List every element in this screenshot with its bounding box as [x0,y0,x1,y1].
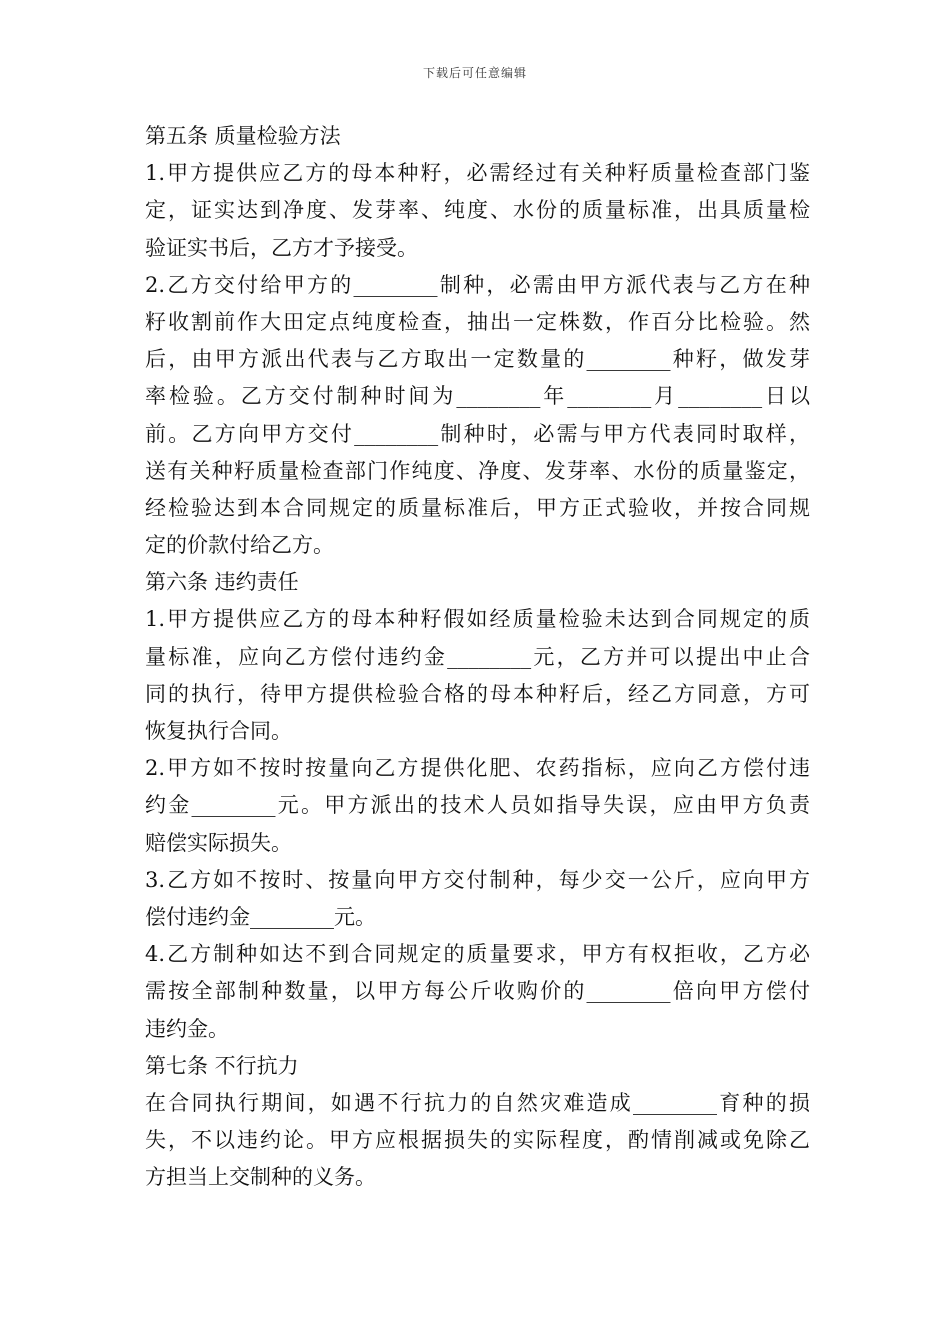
text-line: 在合同执行期间，如遇不行抗力的自然灾难造成________育种的损 [145,1090,810,1115]
text-line: 量标准，应向乙方偿付违约金________元，乙方并可以提出中止合 [145,644,810,669]
text-line: 方担当上交制种的义务。 [145,1165,376,1190]
text-line: 率检验。乙方交付制种时间为________年________月________日以 [145,384,810,409]
text-line: 1.甲方提供应乙方的母本种籽，必需经过有关种籽质量检查部门鉴 [145,161,810,186]
text-line: 失，不以违约论。甲方应根据损失的实际程度，酌情削减或免除乙 [145,1128,810,1153]
text-line: 第五条 质量检验方法 [145,124,341,148]
text-line: 3.乙方如不按时、按量向甲方交付制种，每少交一公斤，应向甲方 [145,867,810,892]
text-line: 定的价款付给乙方。 [145,533,334,558]
text-line: 4.乙方制种如达不到合同规定的质量要求，甲方有权拒收，乙方必 [145,942,810,967]
text-line: 定，证实达到净度、发芽率、纯度、水份的质量标准，出具质量检 [145,198,810,223]
text-line: 第七条 不行抗力 [145,1053,299,1078]
text-line: 2.甲方如不按时按量向乙方提供化肥、农药指标，应向乙方偿付违 [145,756,810,781]
page-header: 下载后可任意编辑 [422,66,527,80]
text-line: 验证实书后，乙方才予接受。 [145,235,418,260]
text-line: 经检验达到本合同规定的质量标准后，甲方正式验收，并按合同规 [145,495,810,520]
text-line: 恢复执行合同。 [145,719,292,743]
document-body [145,118,810,1196]
text-line: 送有关种籽质量检查部门作纯度、净度、发芽率、水份的质量鉴定， [145,458,810,483]
text-line: 约金________元。甲方派出的技术人员如指导失误，应由甲方负责 [145,793,810,818]
text-line: 后，由甲方派出代表与乙方取出一定数量的________种籽，做发芽 [145,347,810,372]
text-line: 1.甲方提供应乙方的母本种籽假如经质量检验未达到合同规定的质 [145,607,810,632]
text-line: 赔偿实际损失。 [145,830,292,855]
text-line: 违约金。 [145,1016,229,1041]
text-line: 前。乙方向甲方交付________制种时，必需与甲方代表同时取样， [145,421,810,446]
text-line: 籽收割前作大田定点纯度检查，抽出一定株数，作百分比检验。然 [145,309,810,334]
text-line: 偿付违约金________元。 [145,904,376,929]
text-line: 2.乙方交付给甲方的________制种，必需由甲方派代表与乙方在种 [145,272,810,297]
text-line: 第六条 违约责任 [145,570,299,595]
text-line: 需按全部制种数量，以甲方每公斤收购价的________倍向甲方偿付 [145,979,810,1004]
text-line: 同的执行，待甲方提供检验合格的母本种籽后，经乙方同意，方可 [145,681,810,706]
